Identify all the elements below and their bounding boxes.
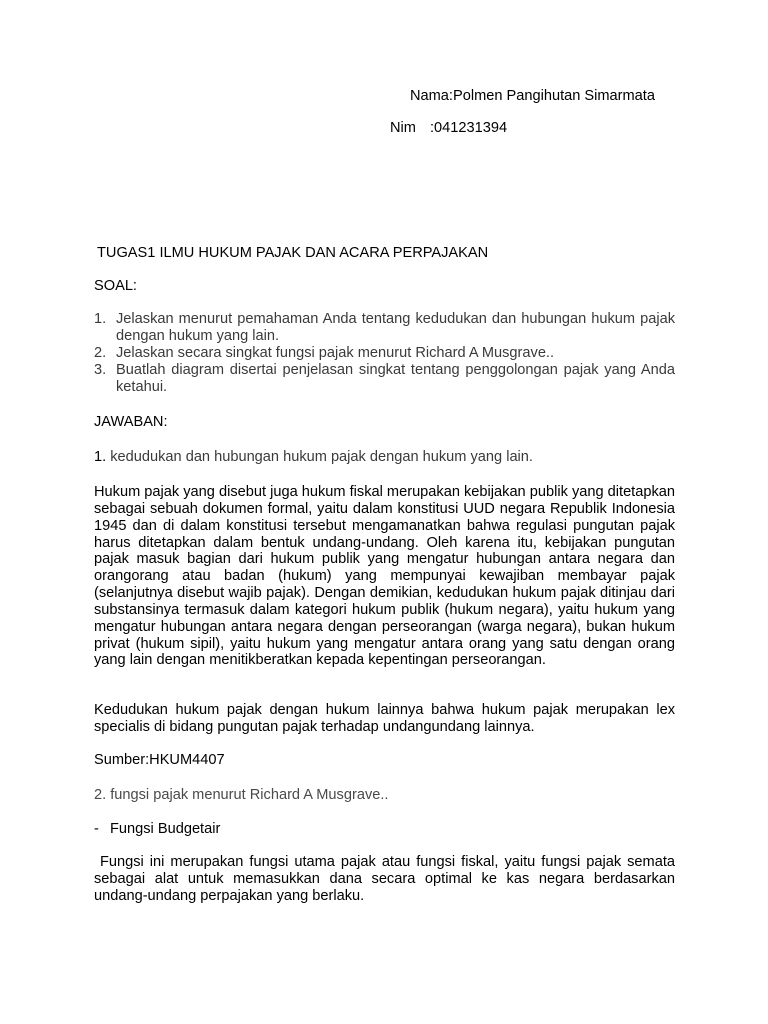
- jawaban-label: JAWABAN:: [94, 414, 168, 430]
- student-name: Nama:Polmen Pangihutan Simarmata: [410, 88, 655, 104]
- question-text: Jelaskan menurut pemahaman Anda tentang kedudukan dan hubungan hukum pajak dengan hukum yang lain.: [116, 311, 675, 344]
- nim-label: Nim: [390, 120, 416, 136]
- answer1-paragraph-2: Kedudukan hukum pajak dengan hukum lainnya bahwa hukum pajak merupakan lex specialis di bidang pungutan pajak terhadap undangundang lainnya.: [94, 702, 675, 735]
- student-nim: [390, 120, 507, 136]
- assignment-title: TUGAS1 ILMU HUKUM PAJAK DAN ACARA PERPAJAKAN: [97, 245, 489, 261]
- soal-label: SOAL:: [94, 278, 137, 294]
- answer2-heading: 2. fungsi pajak menurut Richard A Musgrave..: [94, 787, 389, 803]
- question-text: Buatlah diagram disertai penjelasan singkat tentang penggolongan pajak yang Anda ketahui.: [116, 362, 675, 395]
- answer1-number: 1.: [94, 449, 107, 465]
- answer2-paragraph-text: Fungsi ini merupakan fungsi utama pajak atau fungsi fiskal, yaitu fungsi pajak semata sebagai alat untuk memasukkan dana secara optimal ke kas negara berdasarkan undang-undang perpajakan yang berlaku.: [94, 854, 675, 904]
- fungsi-budgetair-heading: [94, 821, 220, 837]
- question-item: [94, 311, 675, 345]
- source-reference: Sumber:HKUM4407: [94, 752, 225, 768]
- bullet-dash: -: [94, 821, 99, 837]
- answer1-paragraph-1: Hukum pajak yang disebut juga hukum fiskal merupakan kebijakan publik yang ditetapkan sebagai sebuah dokumen formal, yaitu dalam konstitusi UUD negara Republik Indonesia 1945 dan di dalam konstitusi tersebut mengamanatkan bahwa regulasi pungutan pajak harus ditetapkan dalam bentuk undang-undang. Oleh karena itu, kebijakan pungutan pajak masuk bagian dari hukum publik yang mengatur hubungan antara negara dan orangorang atau badan (hukum) yang mempunyai kewajiban membayar pajak (selanjutnya disebut wajib pajak). Dengan demikian, kedudukan hukum pajak ditinjau dari substansinya termasuk dalam kategori hukum publik (hukum negara), yaitu hukum yang mengatur hubungan antara negara dengan perseorangan (warga negara), bukan hukum privat (hukum sipil), yaitu hukum yang mengatur antara orang yang satu dengan orang yang lain dengan menitikberatkan kepada kepentingan perseorangan.: [94, 484, 675, 669]
- fungsi-budgetair-label: Fungsi Budgetair: [110, 821, 221, 837]
- answer1-heading-text: kedudukan dan hubungan hukum pajak dengan hukum yang lain.: [110, 449, 533, 465]
- question-list: [94, 311, 675, 396]
- answer2-paragraph: [94, 854, 675, 905]
- question-item: [94, 362, 675, 396]
- question-number: 3.: [94, 362, 107, 378]
- question-number: 1.: [94, 311, 107, 327]
- question-item: [94, 345, 675, 362]
- nim-value: :041231394: [430, 120, 508, 136]
- question-number: 2.: [94, 345, 107, 361]
- answer1-heading: [94, 449, 533, 465]
- question-text: Jelaskan secara singkat fungsi pajak menurut Richard A Musgrave..: [116, 345, 555, 361]
